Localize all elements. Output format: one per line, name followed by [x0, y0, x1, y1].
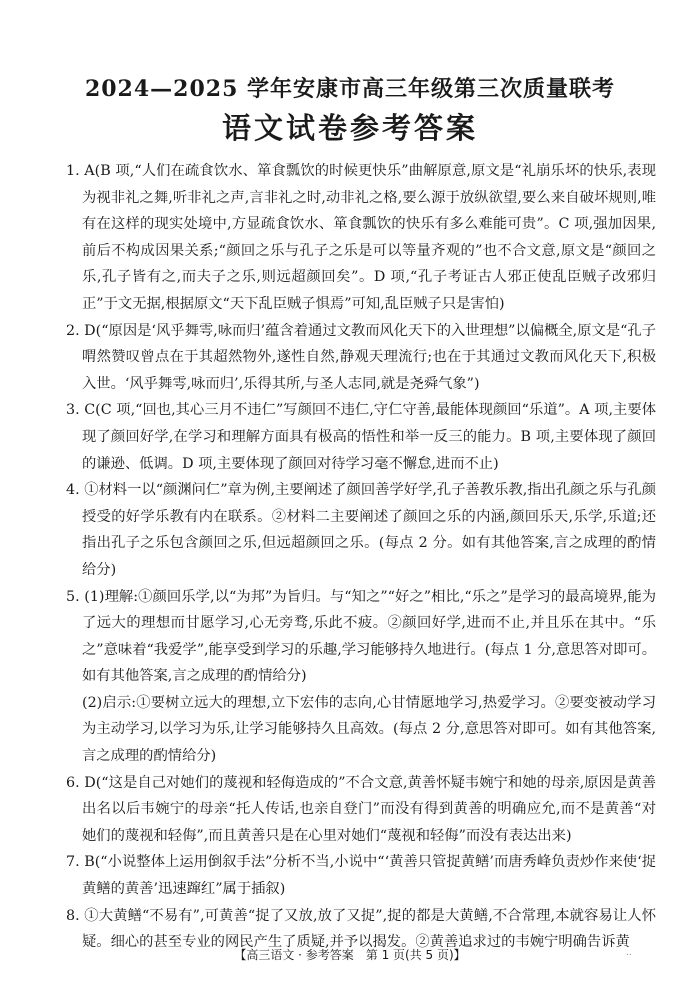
- answer-2: 2. D(“原因是‘风乎舞雩,咏而归’蕴含着通过文教而风化天下的入世理想”以偏概全,原文是“孔子喟然赞叹曾点在于其超然物外,遂性自然,静观天理流行;也在于其通过文教而风化天下,积极入世。‘风乎舞雩,咏而归’,乐得其所,与圣人志同,就是尧舜气象”): [66, 322, 657, 392]
- answer-5-part-2: (2)启示:①要树立远大的理想,立下宏伟的志向,心甘情愿地学习,热爱学习。②要变被动学习为主动学习,以学习为乐,让学习能够持久且高效。(每点 2 分,意思答对即可。如有其他答案,言之成理的酌情给分): [82, 694, 656, 765]
- answer-list: [66, 158, 656, 956]
- answer-6: 6. D(“这是自己对她们的蔑视和轻侮造成的”不合文意,黄善怀疑韦婉宁和她的母亲,原因是黄善出名以后韦婉宁的母亲“托人传话,也亲自登门”而没有得到黄善的明确应允,而不是黄善“对她们的蔑视和轻侮”,而且黄善只是在心里对她们“蔑视和轻侮”而没有表达出来): [66, 774, 656, 844]
- answer-1: 1. A(B 项,“人们在疏食饮水、箪食瓢饮的时候更快乐”曲解原意,原文是“礼崩乐坏的快乐,表现为视非礼之舞,听非礼之声,言非礼之时,动非礼之格,要么源于放纵欲望,要么来自破坏规则,唯有在这样的现实处境中,方显疏食饮水、箪食瓢饮的快乐有多么难能可贵”。C 项,强加因果,前后不构成因果关系;“颜回之乐与孔子之乐是可以等量齐观的”也不合文意,原文是“颜回之乐,孔子皆有之,而夫子之乐,则远超颜回矣”。D 项,“孔子考证古人邪正使乱臣贼子改邪归正”于文无据,根据原文“天下乱臣贼子惧焉”可知,乱臣贼子只是害怕): [66, 163, 656, 312]
- answer-8: 8. ①大黄鳝“不易有”,可黄善“捉了又放,放了又捉”,捉的都是大黄鳝,不合常理,本就容易让人怀疑。细心的甚至专业的网民产生了质疑,并予以揭发。②黄善追求过的韦婉宁明确告诉黄: [66, 907, 656, 951]
- exam-title: 2024—2025 学年安康市高三年级第三次质量联考: [84, 76, 616, 102]
- answer-4: 4. ①材料一以“颜渊问仁”章为例,主要阐述了颜回善学好学,孔子善教乐教,指出孔颜之乐与孔颜授受的好学乐教有内在联系。②材料二主要阐述了颜回之乐的内涵,颜回乐天,乐学,乐道;还指出孔子之乐包含颜回之乐,但远超颜回之乐。(每点 2 分。如有其他答案,言之成理的酌情给分): [66, 482, 656, 578]
- answer-3: 3. C(C 项,“回也,其心三月不违仁”写颜回不违仁,守仁守善,最能体现颜回“乐道”。A 项,主要体现了颜回好学,在学习和理解方面具有极高的悟性和举一反三的能力。B 项,主要体现了颜回的谦逊、低调。D 项,主要体现了颜回对待学习毫不懈怠,进而不止): [66, 402, 656, 472]
- answer-5-part-1: 5. (1)理解:①颜回乐学,以“为邦”为旨归。与“知之”“好之”相比,“乐之”是学习的最高境界,能为了远大的理想而甘愿学习,心无旁骛,乐此不疲。②颜回好学,进而不止,并且乐在其中。“乐之”意味着“我爱学”,能享受到学习的乐趣,学习能够持久地进行。(每点 1 分,意思答对即可。如有其他答案,言之成理的酌情给分): [66, 588, 657, 685]
- answer-key-title: 语文试卷参考答案: [221, 111, 478, 145]
- corner-mark: ..: [626, 948, 632, 958]
- page-footer: 【高三语文 · 参考答案 第 1 页(共 5 页)】: [234, 948, 466, 962]
- answer-7: 7. B(“小说整体上运用倒叙手法”分析不当,小说中“‘黄善只管捉黄鳝’而唐秀峰负责炒作来使‘捉黄鳝的黄善’迅速蹿红”属于插叙): [66, 854, 656, 898]
